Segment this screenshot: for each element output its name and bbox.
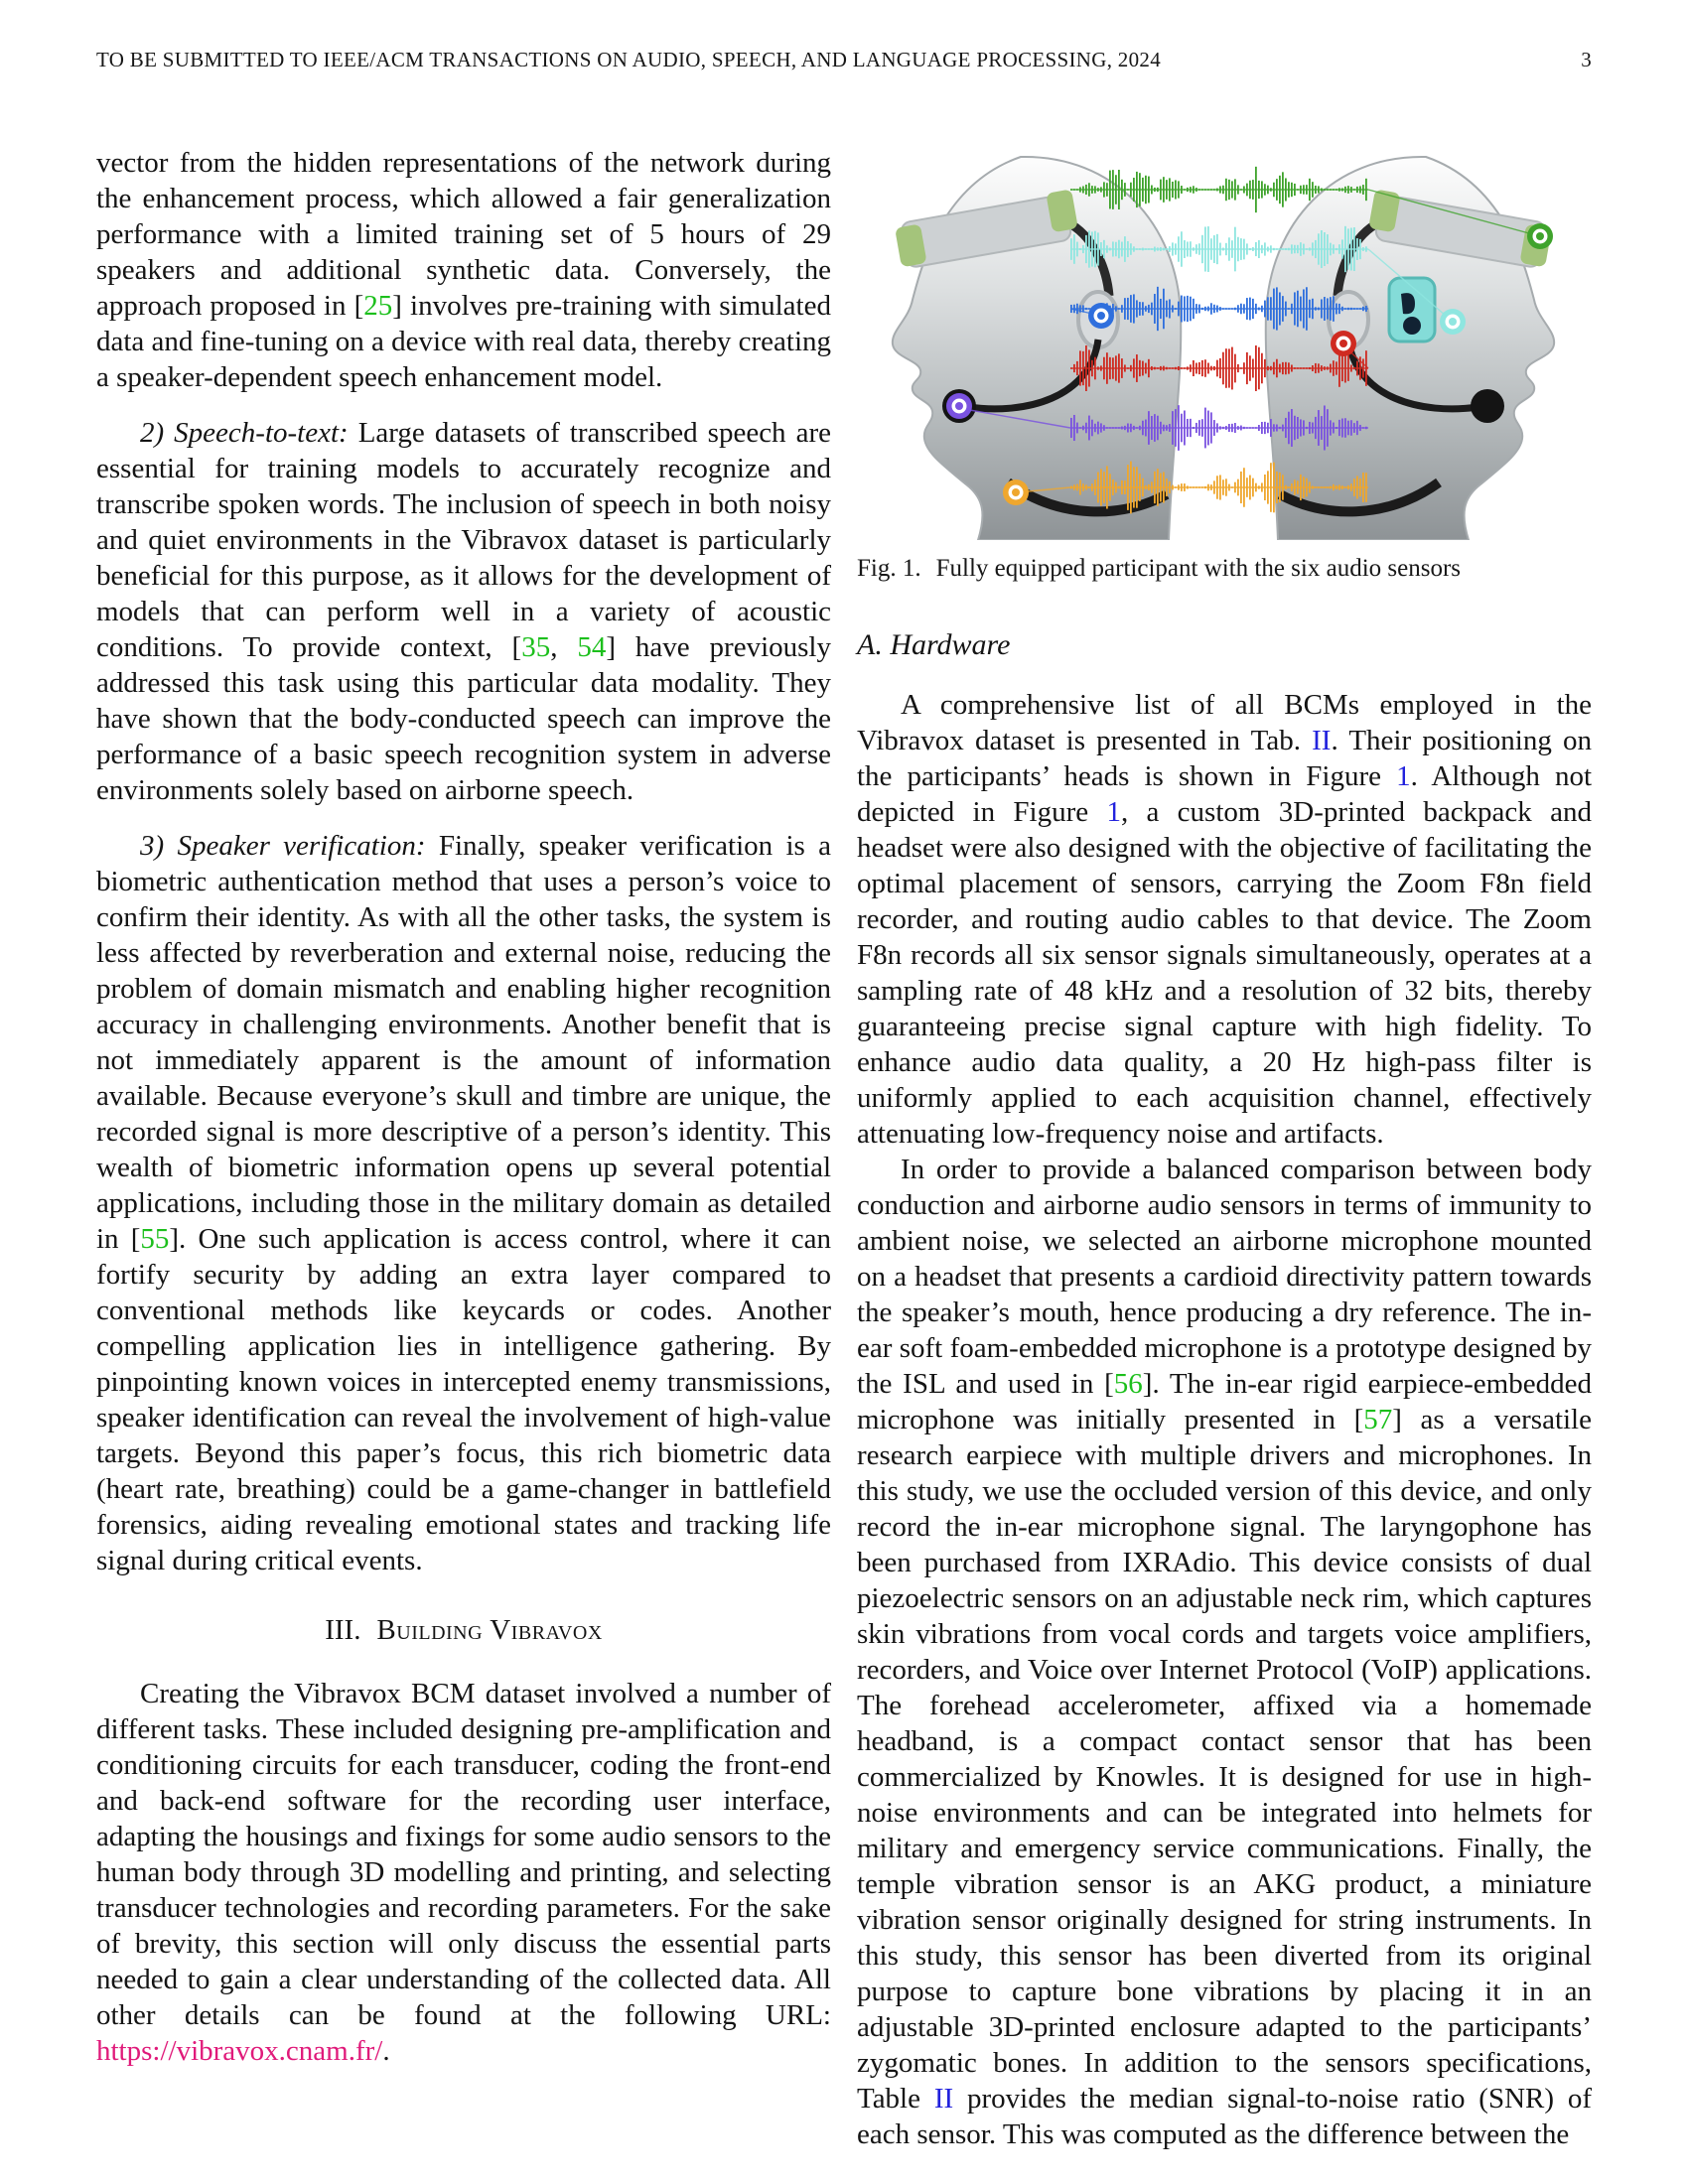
section-heading-building-vibravox — [96, 1612, 831, 1648]
text-run: ] have previously addressed this task using this particular data modality. They have shown that the body-conducted speech can improve the performance of a basic speech recognition system in adverse environments solely based on airborne speech. — [96, 631, 831, 806]
paragraph-building-vibravox — [96, 1676, 831, 2069]
text-run: In order to provide a balanced comparison between body conduction and airborne audio sensors in terms of immunity to ambient noise, we selected an airborne microphone mounted on a headset that presents a cardioid directivity pattern towards the speaker’s mouth, hence producing a dry reference. The in-ear soft foam-embedded microphone is a prototype designed by the ISL and used in [ — [857, 1154, 1592, 1400]
text-run: ]. One such application is access control, where it can fortify security by adding an extra layer compared to conventional methods like keycards or codes. Another compelling application lies in intelligence gathering. By pinpointing known voices in intercepted enemy transmissions, speaker identification can reveal the involvement of high-value targets. Beyond this paper’s focus, this rich biometric data (heart rate, breathing) could be a game-changer in battlefield forensics, aiding revealing emotional states and tracking life signal during critical events. — [96, 1223, 831, 1576]
external-link[interactable]: https://vibravox.cnam.fr/ — [96, 2035, 383, 2067]
figure-caption-label: Fig. 1. — [857, 555, 921, 582]
text-run: ] as a versatile research earpiece with multiple drivers and microphones. In this study, we use the occluded version of this device, and only record the in-ear microphone signal. The laryngophone has been purchased from IXRAdio. This device consists of dual piezoelectric sensors on an adjustable neck rim, which captures skin vibrations from vocal cords and targets voice amplifiers, recorders, and Voice over Internet Protocol (VoIP) applications. The forehead accelerometer, affixed via a homemade headband, is a compact contact sensor that has been commercialized by Knowles. It is designed for use in high-noise environments and can be integrated into helmets for military and emergency service communications. Finally, the temple vibration sensor is an AKG product, a miniature vibration sensor originally designed for string instruments. In this study, this sensor has been diverted from its original purpose to capture bone vibrations by placing it in an adjustable 3D-printed enclosure adapted to the participants’ zygomatic bones. In addition to the sensors specifications, Table — [857, 1404, 1592, 2115]
text-run: A comprehensive list of all BCMs employed in the Vibravox dataset is presented in Tab. — [857, 689, 1592, 756]
text-run: Finally, speaker verification is a biometric authentication method that uses a person’s voice to confirm their identity. As with all the other tasks, the system is less affected by reverberation and external noise, reducing the problem of domain mismatch and enabling higher recognition accuracy in challenging environments. Another benefit that is not immediately apparent is the amount of information available. Because everyone’s skull and timbre are unique, the recorded signal is more descriptive of a person’s identity. This wealth of biometric information opens up several potential applications, including those in the military domain as detailed in [ — [96, 830, 831, 1255]
citation-ref[interactable]: 55 — [140, 1223, 170, 1255]
citation-ref[interactable]: 56 — [1113, 1368, 1143, 1400]
sensor-dot-forehead — [1527, 223, 1553, 249]
running-header: TO BE SUBMITTED TO IEEE/ACM TRANSACTIONS ON AUDIO, SPEECH, AND LANGUAGE PROCESSING, 2024 — [96, 48, 1161, 71]
paragraph-speech-to-text — [96, 415, 831, 808]
section-title: Building Vibravox — [376, 1614, 603, 1646]
citation-ref[interactable]: 57 — [1363, 1404, 1393, 1435]
figure-caption-text: Fully equipped participant with the six audio sensors — [935, 555, 1462, 582]
paragraph-hardware-2 — [857, 1152, 1592, 2152]
figure-1-caption — [857, 554, 1590, 584]
section-number: III. — [325, 1614, 361, 1646]
figure-1-image — [857, 145, 1590, 540]
paragraph-lead-in: 3) Speaker verification: — [140, 830, 439, 862]
text-run: , a custom 3D-printed backpack and headset were also designed with the objective of facilitating the optimal placement of sensors, carrying the Zoom F8n field recorder, and routing audio cables to that device. The Zoom F8n records all six sensor signals simultaneously, operates at a sampling rate of 48 kHz and a resolution of 32 bits, thereby guaranteeing precise signal capture with high fidelity. To enhance audio data quality, a 20 Hz high-pass filter is uniformly applied to each acquisition channel, effectively attenuating low-frequency noise and artifacts. — [857, 796, 1592, 1150]
text-run: , — [550, 631, 578, 663]
paragraph-lead-in: 2) Speech-to-text: — [140, 417, 358, 449]
text-run: Creating the Vibravox BCM dataset involved a number of different tasks. These included designing pre-amplification and conditioning circuits for each transducer, coding the front-end and back-end software for the recording user interface, adapting the housings and fixings for some audio sensors to the human body through 3D modelling and printing, and selecting transducer technologies and recording parameters. For the sake of brevity, this section will only discuss the essential parts needed to gain a clear understanding of the collected data. All other details can be found at the following URL: — [96, 1678, 831, 2031]
text-run: provides the median signal-to-noise ratio (SNR) of each sensor. This was computed as the difference between the — [857, 2083, 1592, 2150]
text-run: ] involves pre-training with simulated data and fine-tuning on a device with real data, thereby creating a speaker-dependent speech enhancement model. — [96, 290, 831, 393]
citation-ref[interactable]: 35 — [521, 631, 551, 663]
paragraph-speaker-verification — [96, 828, 831, 1578]
text-run: . Although not depicted in Figure — [857, 760, 1593, 828]
text-run: Large datasets of transcribed speech are essential for training models to accurately recognize and transcribe spoken words. The inclusion of speech in both noisy and quiet environments in the Vibravox dataset is particularly beneficial for this purpose, as it allows for the development of models that can perform well in a variety of acoustic conditions. To provide context, [ — [96, 417, 831, 663]
text-run: vector from the hidden representations of the network during the enhancement process, which allowed a fair generalization performance with a limited training set of 5 hours of 29 speakers and additional synthetic data. Conversely, the approach proposed in [ — [96, 147, 831, 322]
text-run: . Their positioning on the participants’ heads is shown in Figure — [857, 725, 1592, 792]
subsection-heading-hardware: A. Hardware — [857, 628, 1011, 661]
sensor-dot-inear-rigid — [1088, 303, 1114, 329]
right-column — [857, 145, 1592, 2152]
text-run: . — [382, 2035, 390, 2067]
sensor-dot-inear-soft — [1331, 331, 1356, 356]
text-run: ]. The in-ear rigid earpiece-embedded microphone was initially presented in [ — [857, 1368, 1592, 1435]
internal-ref[interactable]: 1 — [1396, 760, 1411, 792]
internal-ref[interactable]: 1 — [1106, 796, 1121, 828]
sensor-dot-laryngophone — [1003, 479, 1029, 505]
page-number: 3 — [1581, 48, 1592, 71]
figure-1 — [857, 145, 1590, 584]
internal-ref[interactable]: II — [933, 2083, 954, 2115]
sensor-dot-temple — [1440, 309, 1466, 335]
citation-ref[interactable]: 25 — [363, 290, 393, 322]
left-column — [96, 145, 831, 2069]
paragraph-hardware-1 — [857, 687, 1592, 1152]
sensor-dot-headset-mic — [946, 393, 972, 419]
internal-ref[interactable]: II — [1312, 725, 1332, 756]
citation-ref[interactable]: 54 — [577, 631, 607, 663]
paragraph-continuation — [96, 145, 831, 395]
